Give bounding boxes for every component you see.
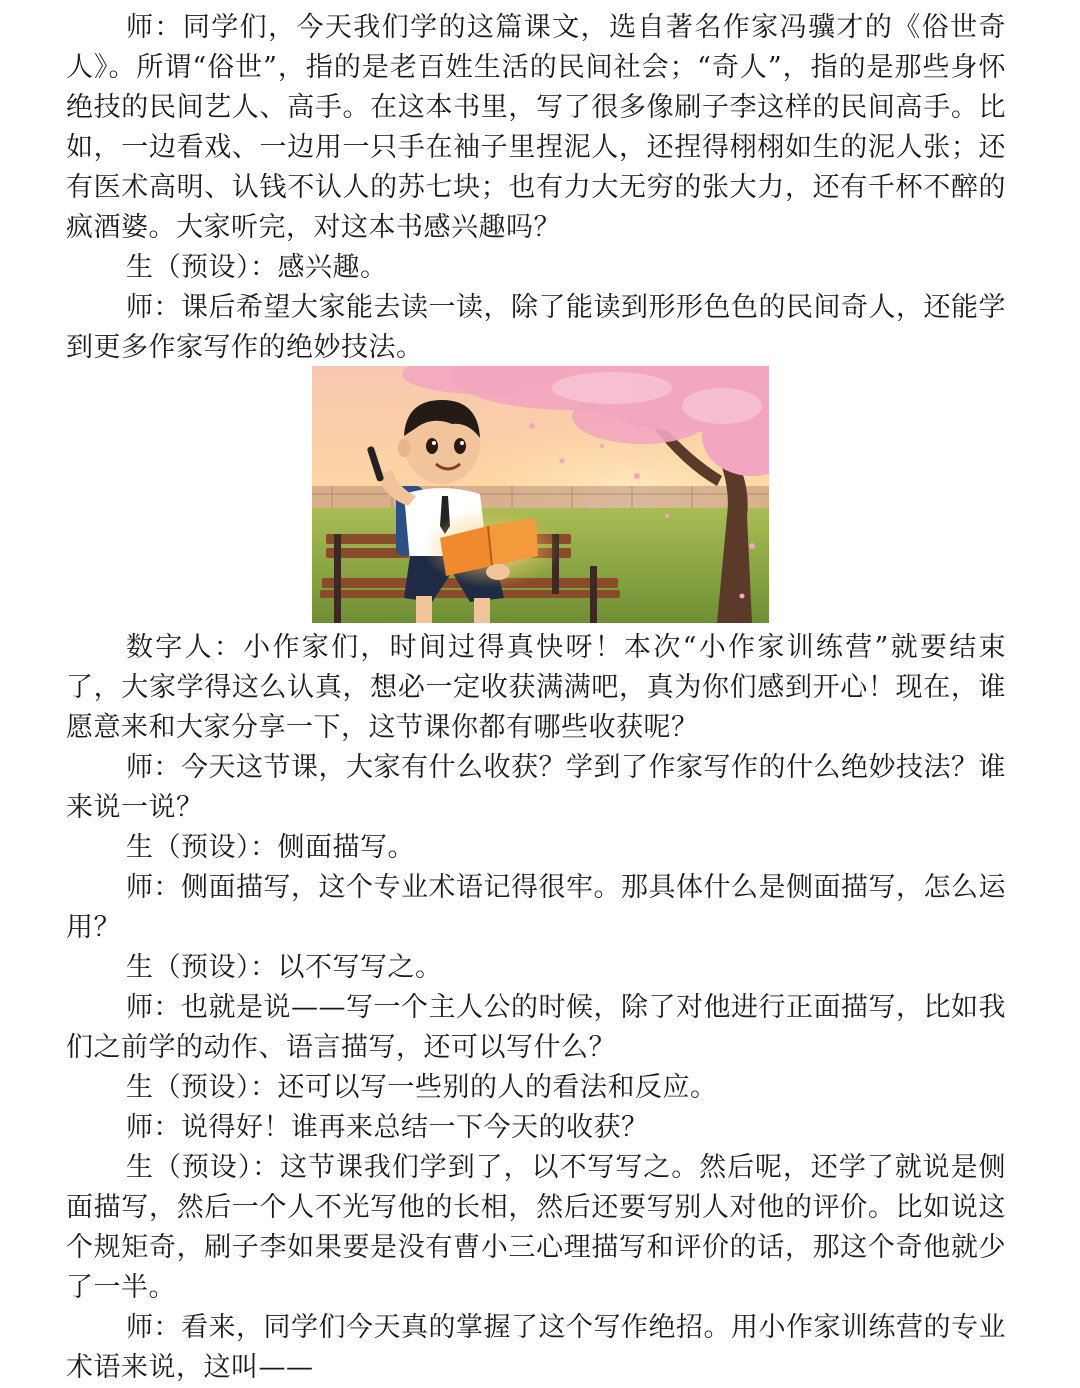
paragraph-teacher-question-gains: 师：今天这节课，大家有什么收获？学到了作家写作的什么绝妙技法？谁来说一说？	[66, 752, 1006, 823]
text-block-bottom	[66, 628, 1006, 1388]
paragraph-teacher-conclusion: 师：看来，同学们今天真的掌握了这个写作绝招。用小作家训练营的专业术语来说，这叫——	[66, 1312, 1006, 1383]
paragraph-teacher-how-to-use: 师：侧面描写，这个专业术语记得很牢。那具体什么是侧面描写，怎么运用？	[66, 872, 1006, 943]
illustration-svg	[312, 366, 769, 623]
paragraph-student-others-reaction: 生（预设）：还可以写一些别的人的看法和反应。	[126, 1072, 718, 1103]
paragraph-teacher-what-else: 师：也就是说——写一个主人公的时候，除了对他进行正面描写，比如我们之前学的动作、语言描写，还可以写什么？	[66, 992, 1006, 1063]
paragraph-student-indirect: 生（预设）：以不写写之。	[126, 952, 443, 983]
paragraph-teacher-summarize: 师：说得好！谁再来总结一下今天的收获？	[126, 1112, 649, 1143]
paragraph-digital-human: 数字人：小作家们，时间过得真快呀！本次“小作家训练营”就要结束了，大家学得这么认真，想必一定收获满满吧，真为你们感到开心！现在，谁愿意来和大家分享一下，这节课你都有哪些收获呢？	[66, 632, 1006, 743]
text-block-top	[66, 8, 1006, 368]
paragraph-student-reply: 生（预设）：感兴趣。	[126, 252, 388, 283]
paragraph-teacher-suggestion: 师：课后希望大家能去读一读，除了能读到形形色色的民间奇人，还能学到更多作家写作的绝妙技法。	[66, 292, 1006, 363]
boy-reading-illustration	[312, 366, 769, 623]
paragraph-teacher-intro: 师：同学们，今天我们学的这篇课文，选自著名作家冯骥才的《俗世奇人》。所谓“俗世”，指的是老百姓生活的民间社会；“奇人”，指的是那些身怀绝技的民间艺人、高手。在这本书里，写了很多像刷子李这样的民间高手。比如，一边看戏、一边用一只手在袖子里捏泥人，还捏得栩栩如生的泥人张；还有医术高明、认钱不认人的苏七块；也有力大无穷的张大力，还有千杯不醉的疯酒婆。大家听完，对这本书感兴趣吗？	[66, 12, 1006, 243]
paragraph-student-summary: 生（预设）：这节课我们学到了，以不写写之。然后呢，还学了就说是侧面描写，然后一个人不光写他的长相，然后还要写别人对他的评价。比如说这个规矩奇，刷子李如果要是没有曹小三心理描写和评价的话，那这个奇他就少了一半。	[66, 1152, 1006, 1303]
paragraph-student-side-description: 生（预设）：侧面描写。	[126, 832, 415, 863]
